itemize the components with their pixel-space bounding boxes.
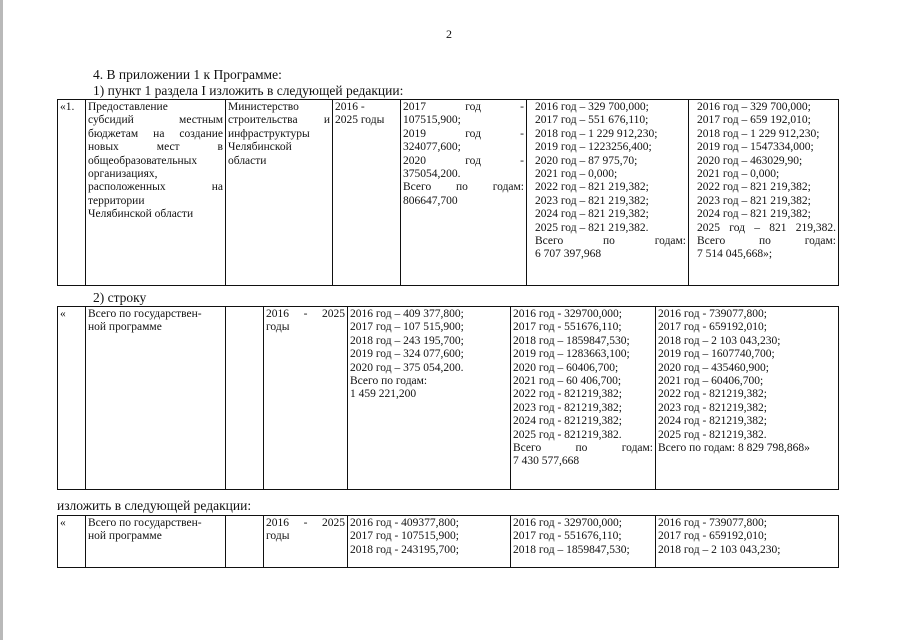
federal-funding-cell: 2016 год - 329700,000; 2017 год - 551676,110; 2018 год – 1859847,530; 2019 год – 1283663,100; 2020 год – 60406,700; 2021 год – 60 406,700; 2022 год - 821219,382; 2023 год - 821219,382; 2024 год - 821219,382; 2025 год - 821219,382. Всего по годам: 7 430 577,668 (511, 307, 656, 490)
total-funding-cell: 2016 год - 739077,800; 2017 год - 659192,010; 2018 год – 2 103 043,230; 2019 год – 1607740,700; 2020 год – 435460,900; 2021 год – 60406,700; 2022 год - 821219,382; 2023 год - 821219,382; 2024 год - 821219,382; 2025 год - 821219,382. Всего по годам: 8 829 798,868» (656, 307, 839, 490)
total-funding-cell: 2016 год – 329 700,000; 2017 год – 659 192,010; 2018 год – 1 229 912,230; 2019 год – 1547334,000; 2020 год – 463029,90; 2021 год – 0,000; 2022 год – 821 219,382; 2023 год – 821 219,382; 2024 год – 821 219,382; 2025 год – 821 219,382. Всего по годам: 7 514 045,668»; (689, 100, 839, 286)
empty-executor-cell (226, 516, 264, 568)
quote-cell: « (58, 516, 86, 568)
section-heading: 4. В приложении 1 к Программе: (93, 67, 282, 82)
table-item-2 (57, 306, 839, 490)
page-number: 2 (446, 27, 452, 41)
row-number-cell: «1. (58, 100, 86, 286)
program-total-label-cell: Всего по государствен- ной программе (86, 307, 226, 490)
federal-funding-cell: 2016 год – 329 700,000; 2017 год – 551 676,110; 2018 год – 1 229 912,230; 2019 год – 1223256,400; 2020 год – 87 975,70; 2021 год – 0,000; 2022 год – 821 219,382; 2023 год – 821 219,382; 2024 год – 821 219,382; 2025 год – 821 219,382. Всего по годам: 6 707 397,968 (527, 100, 689, 286)
executor-cell: Министерство строительства и инфраструктуры Челябинской области (226, 100, 333, 286)
funding-cell: 2016 год - 409377,800; 2017 год - 107515,900; 2018 год - 243195,700; (348, 516, 511, 568)
federal-funding-cell: 2016 год - 329700,000; 2017 год - 551676,110; 2018 год – 1859847,530; (511, 516, 656, 568)
period-cell: 2016 - 2025 годы (264, 307, 348, 490)
period-cell: 2016 - 2025 годы (264, 516, 348, 568)
table-item-1 (57, 99, 839, 286)
empty-executor-cell (226, 307, 264, 490)
period-cell: 2016 - 2025 годы (333, 100, 401, 286)
scan-edge (0, 0, 3, 640)
funding-cell: 2017 год - 107515,900; 2019 год - 324077,600; 2020 год - 375054,200. Всего по годам: 806647,700 (401, 100, 527, 286)
quote-cell: « (58, 307, 86, 490)
event-name-cell: Предоставление субсидий местным бюджетам на создание новых мест в общеобразовательных организациях, расположенных на территории Челябинской области (86, 100, 226, 286)
item-1-text: 1) пункт 1 раздела I изложить в следующей редакции: (93, 83, 404, 98)
funding-cell: 2016 год – 409 377,800; 2017 год – 107 515,900; 2018 год – 243 195,700; 2019 год – 324 077,600; 2020 год – 375 054,200. Всего по годам: 1 459 221,200 (348, 307, 511, 490)
program-total-label-cell: Всего по государствен- ной программе (86, 516, 226, 568)
total-funding-cell: 2016 год - 739077,800; 2017 год - 659192,010; 2018 год – 2 103 043,230; (656, 516, 839, 568)
item-3-text: изложить в следующей редакции: (57, 498, 252, 513)
table-new-revision (57, 515, 839, 568)
item-2-text: 2) строку (93, 290, 147, 305)
